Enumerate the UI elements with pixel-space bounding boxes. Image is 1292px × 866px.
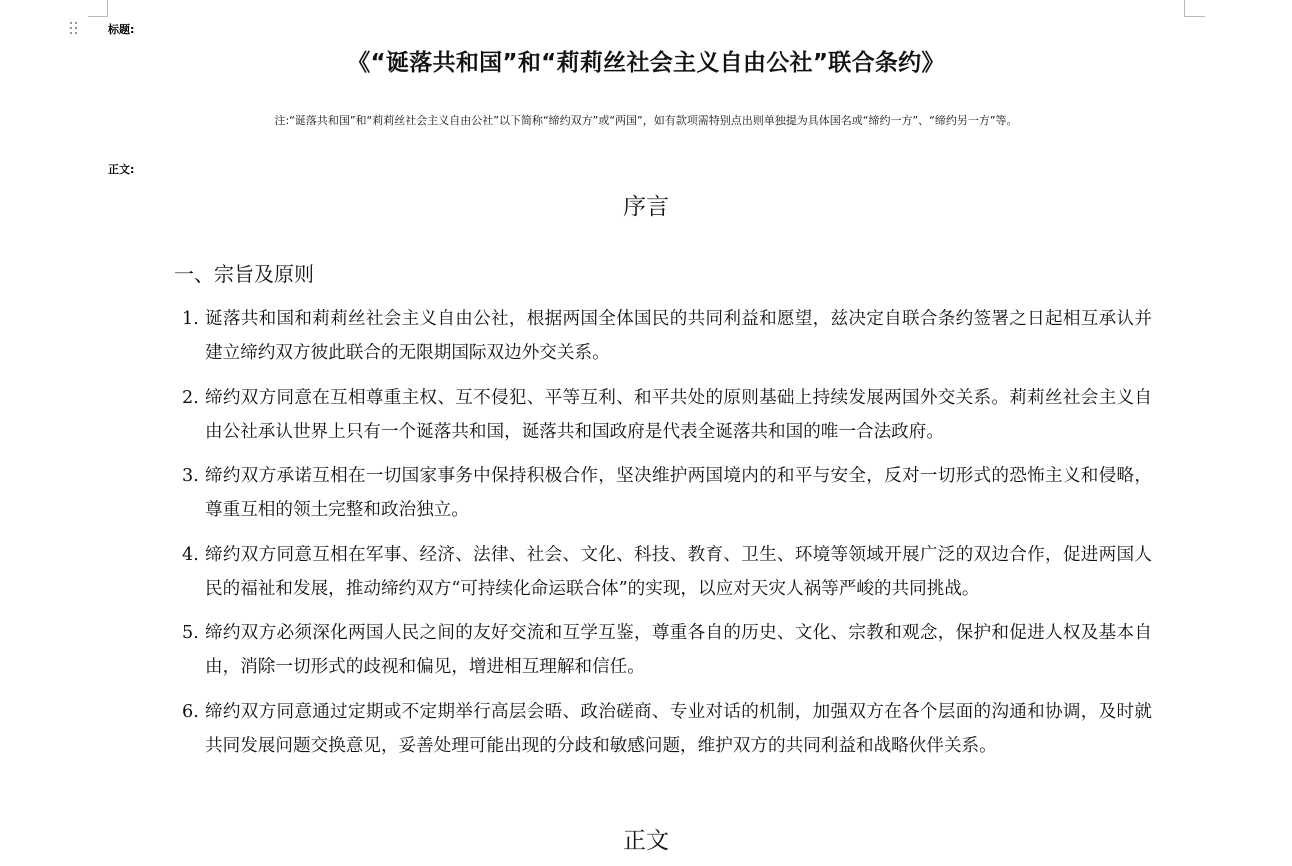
drag-handle-icon[interactable] [68,21,80,35]
item-number: 2. [182,387,199,408]
page-corner-marker-right [1184,0,1205,17]
item-number: 3. [182,466,199,486]
note-text: 注:“诞落共和国”和“莉莉丝社会主义自由公社”以下简称“缔约双方”或“两国”，如有款项需特别点出则单独提为具体国名或“缔约一方”、“缔约另一方”等。 [274,114,1018,127]
item-number: 1. [182,309,199,329]
item-number: 4. [182,544,199,565]
item-text: 诞落共和国和莉莉丝社会主义自由公社，根据两国全体国民的共同利益和愿望，兹决定自联合条约签署之日起相互承认并建立缔约双方彼此联合的无限期国际双边外交关系。 [205,309,1152,363]
list-item [182,538,1152,606]
item-text: 缔约双方承诺互相在一切国家事务中保持积极合作，坚决维护两国境内的和平与安全，反对一切形式的恐怖主义和侵略，尊重互相的领土完整和政治独立。 [205,466,1152,520]
item-text: 缔约双方同意通过定期或不定期举行高层会晤、政治磋商、专业对话的机制，加强双方在各个层面的沟通和协调，及时就共同发展问题交换意见，妥善处理可能出现的分歧和敏感问题，维护双方的共同利益和战略伙伴关系。 [205,701,1152,756]
list-item [182,695,1152,763]
item-text: 缔约双方必须深化两国人民之间的友好交流和互学互鉴，尊重各自的历史、文化、宗教和观念，保护和促进人权及基本自由，消除一切形式的歧视和偏见，增进相互理解和信任。 [205,623,1152,677]
item-number: 6. [182,701,199,722]
page-corner-marker-left [88,0,108,17]
item-text: 缔约双方同意在互相尊重主权、互不侵犯、平等互利、和平共处的原则基础上持续发展两国外交关系。莉莉丝社会主义自由公社承认世界上只有一个诞落共和国，诞落共和国政府是代表全诞落共和国的唯一合法政府。 [205,387,1152,442]
body-label: 正文: [108,163,135,176]
list-item [182,381,1152,449]
preface-heading: 序言 [623,194,669,220]
list-item [182,616,1152,684]
item-text: 缔约双方同意互相在军事、经济、法律、社会、文化、科技、教育、卫生、环境等领域开展广泛的双边合作，促进两国人民的福祉和发展，推动缔约双方“可持续化命运联合体”的实现，以应对天灾人祸等严峻的共同挑战。 [205,544,1152,599]
list-item [182,302,1152,370]
title-label: 标题: [108,23,135,36]
article-list [182,302,1152,773]
item-number: 5. [182,623,199,643]
body-heading: 正文 [623,828,669,854]
document-title: 《“诞落共和国”和“莉莉丝社会主义自由公社”联合条约》 [347,50,945,76]
list-item [182,459,1152,527]
section-heading: 一、宗旨及原则 [174,262,314,286]
